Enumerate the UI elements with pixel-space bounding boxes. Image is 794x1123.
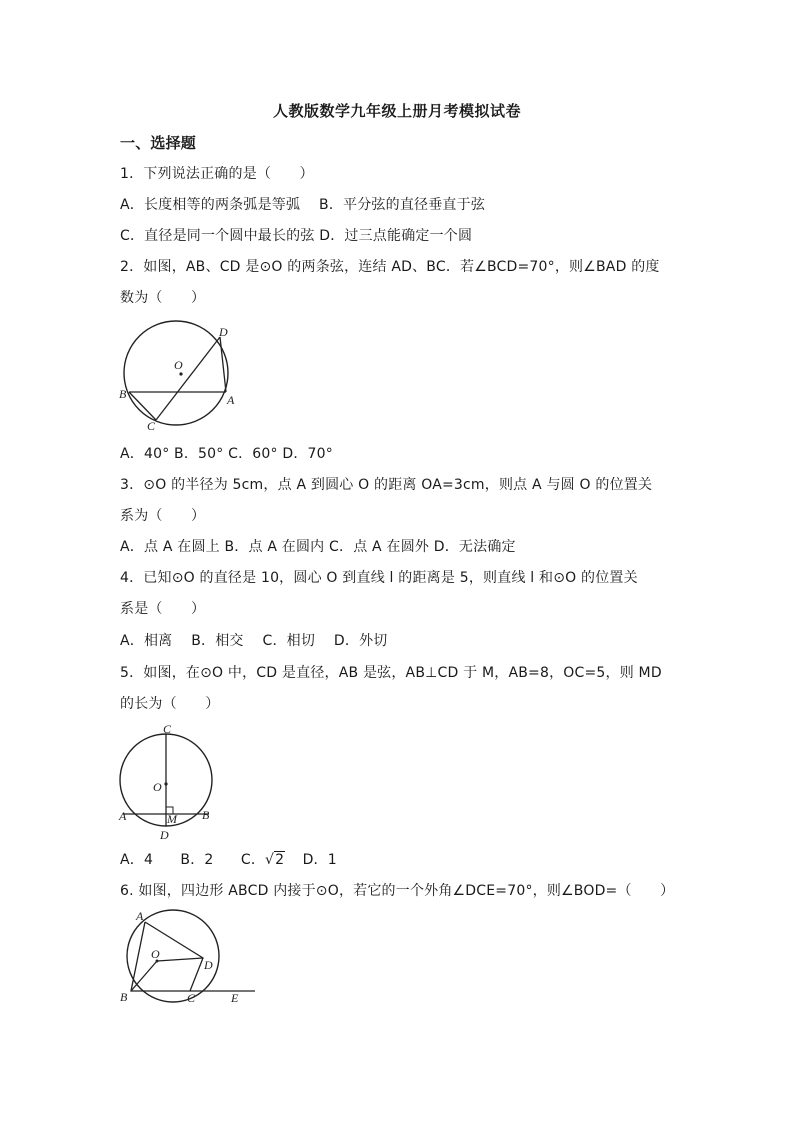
q2-chord-bc (129, 392, 156, 420)
q5-label-o: O (153, 780, 162, 794)
q2-chord-ad (220, 337, 226, 392)
q5-stem-1: 5．如图，在⊙O 中，CD 是直径，AB 是弦，AB⊥CD 于 M，AB=8，OC=5，则 MD (120, 665, 662, 681)
q6-segment-bo (131, 961, 157, 991)
q5-options (120, 850, 337, 870)
q2-chord-cd (156, 337, 220, 420)
q2-options: A．40° B．50° C．60° D．70° (120, 446, 333, 462)
q3-stem-1: 3．⊙O 的半径为 5cm，点 A 到圆心 O 的距离 OA=3cm，则点 A 与圆 O 的位置关 (120, 477, 653, 493)
q5-option-a: A．4 (120, 852, 154, 868)
sqrt-symbol: √2 (265, 852, 285, 868)
q3-stem-2: 系为（ ） (120, 508, 206, 524)
q5-label-d: D (160, 828, 169, 842)
q5-label-b: B (202, 808, 210, 822)
q6-label-b: B (120, 990, 128, 1004)
q6-label-a: A (136, 909, 144, 923)
q2-circle (124, 321, 228, 425)
q1-options-2: C．直径是同一个圆中最长的弦 D．过三点能确定一个圆 (120, 228, 473, 244)
q6-circle (127, 910, 219, 1002)
q5-option-c-radicand: 2 (275, 852, 285, 868)
q4-stem-2: 系是（ ） (120, 601, 206, 617)
q2-label-o: O (174, 358, 183, 372)
q2-label-c: C (147, 419, 156, 433)
page-title: 人教版数学九年级上册月考模拟试卷 (272, 102, 521, 120)
q6-quadrilateral-abcd (131, 922, 203, 991)
q5-center-point (164, 782, 167, 785)
q2-label-b: B (119, 387, 127, 401)
q6-label-o: O (151, 947, 160, 961)
q6-label-d: D (204, 958, 213, 972)
q6-segment-od (157, 958, 203, 961)
q2-stem-2: 数为（ ） (120, 290, 206, 306)
q5-option-d: D．1 (302, 852, 337, 868)
q6-label-e: E (231, 991, 239, 1005)
q6-stem: 6. 如图，四边形 ABCD 内接于⊙O，若它的一个外角∠DCE=70°，则∠BOD=（ ） (120, 883, 675, 899)
q4-options: A．相离 B．相交 C．相切 D．外切 (120, 633, 388, 649)
q5-label-a: A (119, 809, 127, 823)
q2-stem-1: 2．如图，AB、CD 是⊙O 的两条弦，连结 AD、BC．若∠BCD=70°，则∠BAD 的度 (120, 259, 660, 275)
q5-label-c: C (163, 722, 172, 736)
section-heading: 一、选择题 (120, 134, 197, 152)
q3-options: A．点 A 在圆上 B．点 A 在圆内 C．点 A 在圆外 D．无法确定 (120, 539, 516, 555)
q1-options-1: A．长度相等的两条弧是等弧 B．平分弦的直径垂直于弦 (120, 197, 486, 213)
q5-option-b: B．2 (180, 852, 214, 868)
q1-stem: 1．下列说法正确的是（ ） (120, 166, 314, 182)
q2-label-a: A (227, 393, 235, 407)
q6-label-c: C (187, 991, 196, 1005)
q6-figure (115, 908, 260, 1010)
q5-option-c-prefix: C． (240, 852, 266, 868)
q5-stem-2: 的长为（ ） (120, 696, 220, 712)
q5-label-m: M (167, 812, 177, 826)
q2-center-point (179, 372, 182, 375)
q5-figure (113, 722, 223, 840)
q2-label-d: D (219, 325, 228, 339)
q2-figure (115, 322, 245, 434)
q4-stem-1: 4．已知⊙O 的直径是 10，圆心 O 到直线 l 的距离是 5，则直线 l 和⊙O 的位置关 (120, 570, 638, 586)
